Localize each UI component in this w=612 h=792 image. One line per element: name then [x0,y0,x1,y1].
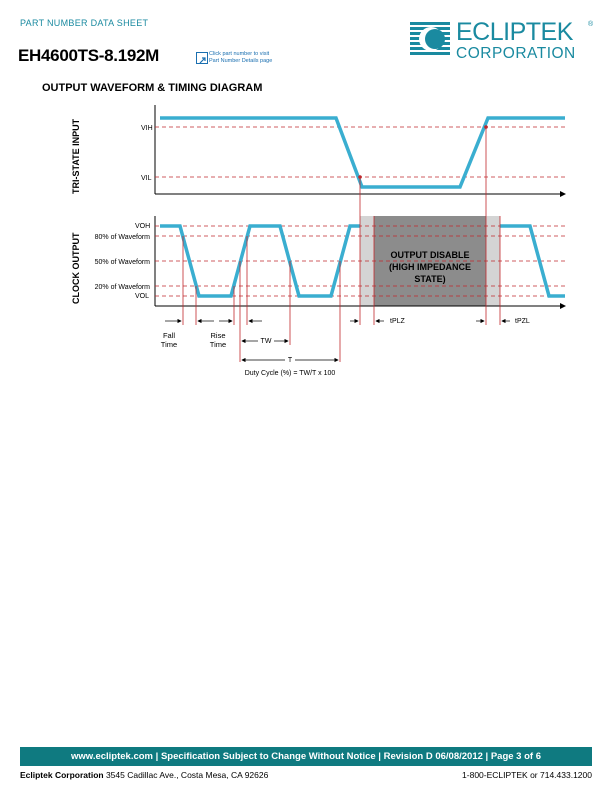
disable-text-line1: OUTPUT DISABLE [390,250,470,260]
footer-bar[interactable] [20,747,592,766]
pct80-label: 80% of Waveform [94,234,150,241]
footer-company: Ecliptek Corporation [20,770,104,780]
footer-address [20,770,268,780]
t-label: T [287,357,293,364]
duty-cycle-formula: Duty Cycle (%) = TW/T x 100 [244,370,336,377]
tw-label: TW [260,338,272,345]
tpzl-label: tPZL [515,318,530,325]
part-details-link[interactable] [196,50,286,66]
part-number-title[interactable]: EH4600TS-8.192M [18,46,160,65]
footer-phone: 1-800-ECLIPTEK or 714.433.1200 [462,770,592,780]
external-link-icon [196,52,208,64]
disable-text-line3: STATE) [414,274,446,284]
rise-label-line2: Time [209,340,227,349]
logo-name: ECLIPTEK [456,18,573,46]
voh-label: VOH [135,223,151,230]
registered-mark: ® [588,21,594,28]
footer-bar-text: www.ecliptek.com | Specification Subject to Change Without Notice | Revision D 06/08/2012 | Page 3 of 6 [71,751,541,762]
eclipse-logo-icon [410,22,450,56]
rise-label-line1: Rise [210,331,226,340]
vil-label: VIL [141,175,152,182]
pct20-label: 20% of Waveform [94,284,150,291]
tplz-label: tPLZ [390,318,405,325]
timing-diagram [0,100,612,390]
fall-label-line2: Time [160,340,178,349]
ecliptek-logo [404,18,594,64]
vih-label: VIH [141,125,153,132]
disable-text-line2: (HIGH IMPEDANCE [388,262,472,272]
tri-state-axis-label: TRI-STATE INPUT [71,118,81,194]
pct50-label: 50% of Waveform [94,259,150,266]
section-title: OUTPUT WAVEFORM & TIMING DIAGRAM [42,82,263,94]
vol-label: VOL [135,293,150,300]
part-details-link-text: Click part number to visit Part Number Details page [209,51,273,64]
fall-label-line1: Fall [162,331,176,340]
clock-axis-label: CLOCK OUTPUT [71,232,81,304]
logo-corp: CORPORATION [456,45,576,62]
footer-address-text: 3545 Cadillac Ave., Costa Mesa, CA 92626 [103,770,269,780]
doc-type-label: PART NUMBER DATA SHEET [20,18,149,28]
